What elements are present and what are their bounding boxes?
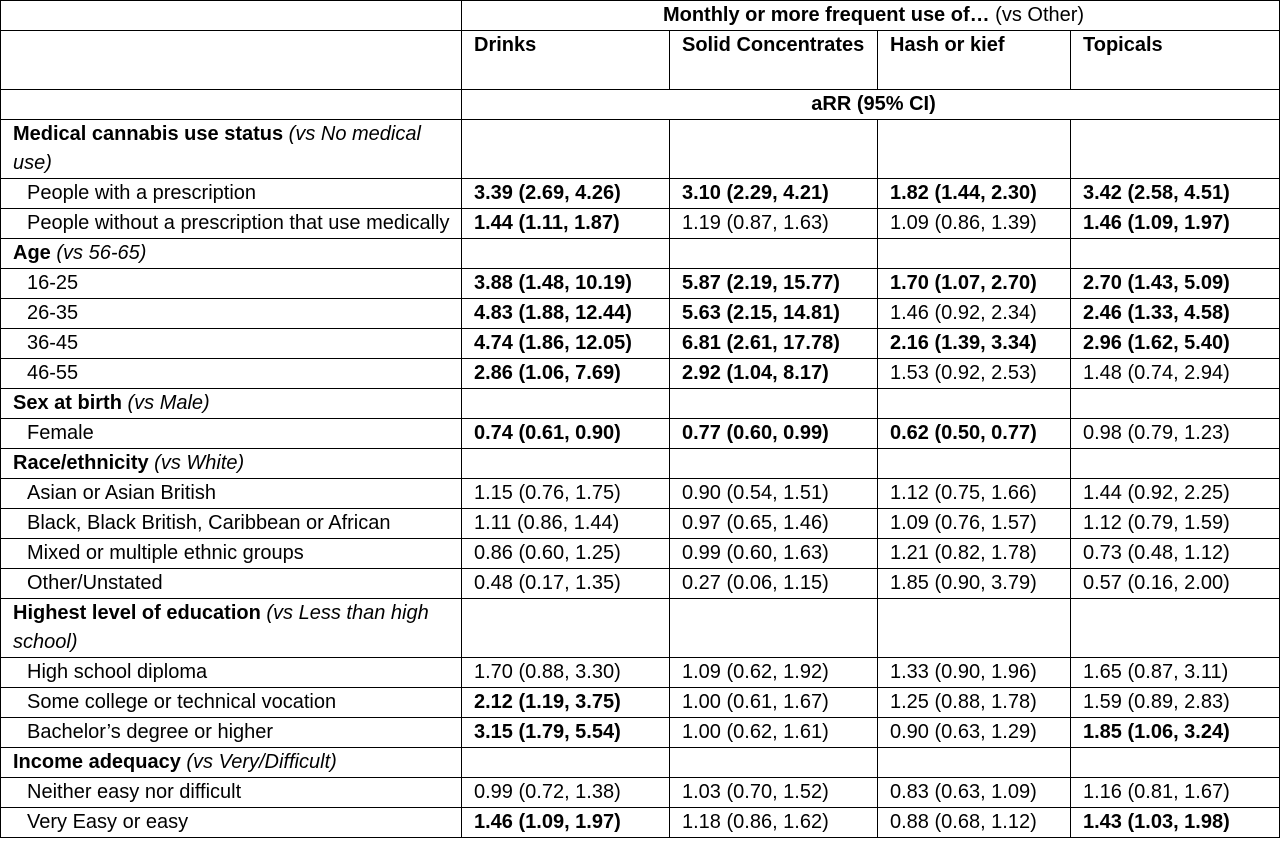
row-label: Asian or Asian British — [1, 479, 462, 509]
row-label: Other/Unstated — [1, 569, 462, 599]
table-row — [1, 479, 1280, 509]
table-row — [1, 688, 1280, 718]
row-label: High school diploma — [1, 658, 462, 688]
table-row — [1, 569, 1280, 599]
group-label-cell — [1, 748, 462, 778]
value-cell: 5.87 (2.19, 15.77) — [670, 269, 878, 299]
table-row — [1, 658, 1280, 688]
table-row — [1, 209, 1280, 239]
value-cell: 2.92 (1.04, 8.17) — [670, 359, 878, 389]
table-row — [1, 269, 1280, 299]
value-cell: 2.12 (1.19, 3.75) — [462, 688, 670, 718]
value-cell: 1.44 (0.92, 2.25) — [1071, 479, 1280, 509]
empty-cell — [1071, 449, 1280, 479]
value-cell: 1.46 (0.92, 2.34) — [878, 299, 1071, 329]
value-cell: 1.18 (0.86, 1.62) — [670, 808, 878, 838]
value-cell: 2.70 (1.43, 5.09) — [1071, 269, 1280, 299]
value-cell: 1.15 (0.76, 1.75) — [462, 479, 670, 509]
group-header-row — [1, 449, 1280, 479]
value-cell: 0.57 (0.16, 2.00) — [1071, 569, 1280, 599]
value-cell: 6.81 (2.61, 17.78) — [670, 329, 878, 359]
empty-cell — [878, 120, 1071, 179]
empty-cell — [462, 449, 670, 479]
group-header-row — [1, 389, 1280, 419]
empty-cell — [878, 389, 1071, 419]
value-cell: 1.59 (0.89, 2.83) — [1071, 688, 1280, 718]
group-label: Sex at birth — [13, 392, 122, 414]
value-cell: 4.83 (1.88, 12.44) — [462, 299, 670, 329]
value-cell: 0.86 (0.60, 1.25) — [462, 539, 670, 569]
header-title-suffix: (vs Other) — [989, 4, 1085, 26]
group-label-cell — [1, 449, 462, 479]
stat-label: aRR (95% CI) — [462, 90, 1280, 120]
group-reference: (vs No medical use) — [13, 123, 421, 174]
group-label: Medical cannabis use status — [13, 123, 284, 145]
empty-cell — [878, 449, 1071, 479]
value-cell: 1.33 (0.90, 1.96) — [878, 658, 1071, 688]
header-title: Monthly or more frequent use of… — [662, 4, 990, 26]
value-cell: 3.10 (2.29, 4.21) — [670, 179, 878, 209]
table-row — [1, 778, 1280, 808]
header-title-cell — [462, 1, 1280, 31]
empty-cell — [462, 120, 670, 179]
value-cell: 1.82 (1.44, 2.30) — [878, 179, 1071, 209]
value-cell: 1.46 (1.09, 1.97) — [462, 808, 670, 838]
group-label-cell — [1, 599, 462, 658]
column-header: Hash or kief — [878, 31, 1071, 90]
empty-cell — [670, 599, 878, 658]
value-cell: 1.09 (0.76, 1.57) — [878, 509, 1071, 539]
group-header-row — [1, 599, 1280, 658]
table-row — [1, 718, 1280, 748]
row-label: 26-35 — [1, 299, 462, 329]
value-cell: 1.43 (1.03, 1.98) — [1071, 808, 1280, 838]
value-cell: 0.74 (0.61, 0.90) — [462, 419, 670, 449]
column-header: Topicals — [1071, 31, 1280, 90]
empty-cell — [1071, 748, 1280, 778]
group-label: Age — [13, 242, 51, 264]
empty-cell — [878, 599, 1071, 658]
value-cell: 0.90 (0.54, 1.51) — [670, 479, 878, 509]
value-cell: 0.77 (0.60, 0.99) — [670, 419, 878, 449]
value-cell: 0.98 (0.79, 1.23) — [1071, 419, 1280, 449]
table-row — [1, 299, 1280, 329]
table-row — [1, 539, 1280, 569]
empty-cell — [462, 748, 670, 778]
group-label: Highest level of education — [13, 602, 261, 624]
value-cell: 1.46 (1.09, 1.97) — [1071, 209, 1280, 239]
value-cell: 2.96 (1.62, 5.40) — [1071, 329, 1280, 359]
empty-cell — [670, 389, 878, 419]
empty-cell — [1071, 389, 1280, 419]
empty-cell — [878, 239, 1071, 269]
group-reference: (vs Less than high school) — [13, 602, 429, 653]
empty-cell — [878, 748, 1071, 778]
row-label: Black, Black British, Caribbean or African — [1, 509, 462, 539]
header-row-columns — [1, 31, 1280, 90]
group-label: Race/ethnicity — [13, 452, 149, 474]
empty-cell — [462, 389, 670, 419]
value-cell: 1.09 (0.86, 1.39) — [878, 209, 1071, 239]
group-header-row — [1, 120, 1280, 179]
value-cell: 1.00 (0.61, 1.67) — [670, 688, 878, 718]
empty-cell — [462, 599, 670, 658]
row-label: Female — [1, 419, 462, 449]
row-label: 46-55 — [1, 359, 462, 389]
value-cell: 1.85 (1.06, 3.24) — [1071, 718, 1280, 748]
value-cell: 1.70 (0.88, 3.30) — [462, 658, 670, 688]
value-cell: 1.03 (0.70, 1.52) — [670, 778, 878, 808]
value-cell: 0.90 (0.63, 1.29) — [878, 718, 1071, 748]
row-label: Mixed or multiple ethnic groups — [1, 539, 462, 569]
value-cell: 2.16 (1.39, 3.34) — [878, 329, 1071, 359]
column-header: Drinks — [462, 31, 670, 90]
value-cell: 1.12 (0.79, 1.59) — [1071, 509, 1280, 539]
header-corner-cell — [1, 1, 462, 31]
empty-cell — [1071, 120, 1280, 179]
value-cell: 1.65 (0.87, 3.11) — [1071, 658, 1280, 688]
header-blank-cell — [1, 31, 462, 90]
row-label: Bachelor’s degree or higher — [1, 718, 462, 748]
value-cell: 0.99 (0.60, 1.63) — [670, 539, 878, 569]
value-cell: 3.15 (1.79, 5.54) — [462, 718, 670, 748]
value-cell: 1.16 (0.81, 1.67) — [1071, 778, 1280, 808]
value-cell: 0.99 (0.72, 1.38) — [462, 778, 670, 808]
table-body — [1, 120, 1280, 838]
value-cell: 1.48 (0.74, 2.94) — [1071, 359, 1280, 389]
value-cell: 1.21 (0.82, 1.78) — [878, 539, 1071, 569]
value-cell: 1.70 (1.07, 2.70) — [878, 269, 1071, 299]
group-reference: (vs Male) — [121, 392, 210, 414]
value-cell: 0.83 (0.63, 1.09) — [878, 778, 1071, 808]
value-cell: 2.86 (1.06, 7.69) — [462, 359, 670, 389]
table-header — [1, 1, 1280, 120]
header-row-stat — [1, 90, 1280, 120]
value-cell: 3.42 (2.58, 4.51) — [1071, 179, 1280, 209]
header-row-title — [1, 1, 1280, 31]
group-label-cell — [1, 120, 462, 179]
value-cell: 3.39 (2.69, 4.26) — [462, 179, 670, 209]
header-blank-cell — [1, 90, 462, 120]
row-label: People without a prescription that use medically — [1, 209, 462, 239]
empty-cell — [1071, 239, 1280, 269]
table-row — [1, 329, 1280, 359]
value-cell: 3.88 (1.48, 10.19) — [462, 269, 670, 299]
value-cell: 0.48 (0.17, 1.35) — [462, 569, 670, 599]
value-cell: 5.63 (2.15, 14.81) — [670, 299, 878, 329]
value-cell: 1.19 (0.87, 1.63) — [670, 209, 878, 239]
row-label: 16-25 — [1, 269, 462, 299]
value-cell: 1.09 (0.62, 1.92) — [670, 658, 878, 688]
group-reference: (vs 56-65) — [50, 242, 147, 264]
value-cell: 0.88 (0.68, 1.12) — [878, 808, 1071, 838]
value-cell: 1.11 (0.86, 1.44) — [462, 509, 670, 539]
row-label: 36-45 — [1, 329, 462, 359]
value-cell: 2.46 (1.33, 4.58) — [1071, 299, 1280, 329]
empty-cell — [670, 239, 878, 269]
group-reference: (vs Very/Difficult) — [180, 751, 337, 773]
empty-cell — [462, 239, 670, 269]
table-row — [1, 419, 1280, 449]
row-label: Some college or technical vocation — [1, 688, 462, 718]
value-cell: 0.62 (0.50, 0.77) — [878, 419, 1071, 449]
value-cell: 1.12 (0.75, 1.66) — [878, 479, 1071, 509]
group-header-row — [1, 748, 1280, 778]
table-row — [1, 509, 1280, 539]
empty-cell — [1071, 599, 1280, 658]
table-row — [1, 808, 1280, 838]
empty-cell — [670, 120, 878, 179]
value-cell: 0.97 (0.65, 1.46) — [670, 509, 878, 539]
row-label: Very Easy or easy — [1, 808, 462, 838]
row-label: People with a prescription — [1, 179, 462, 209]
group-label-cell — [1, 389, 462, 419]
empty-cell — [670, 748, 878, 778]
empty-cell — [670, 449, 878, 479]
value-cell: 1.53 (0.92, 2.53) — [878, 359, 1071, 389]
value-cell: 1.25 (0.88, 1.78) — [878, 688, 1071, 718]
group-header-row — [1, 239, 1280, 269]
value-cell: 0.73 (0.48, 1.12) — [1071, 539, 1280, 569]
row-label: Neither easy nor difficult — [1, 778, 462, 808]
table-row — [1, 179, 1280, 209]
table-row — [1, 359, 1280, 389]
group-label: Income adequacy — [13, 751, 181, 773]
value-cell: 4.74 (1.86, 12.05) — [462, 329, 670, 359]
value-cell: 0.27 (0.06, 1.15) — [670, 569, 878, 599]
group-label-cell — [1, 239, 462, 269]
value-cell: 1.85 (0.90, 3.79) — [878, 569, 1071, 599]
column-header: Solid Concentrates — [670, 31, 878, 90]
value-cell: 1.44 (1.11, 1.87) — [462, 209, 670, 239]
value-cell: 1.00 (0.62, 1.61) — [670, 718, 878, 748]
group-reference: (vs White) — [148, 452, 245, 474]
